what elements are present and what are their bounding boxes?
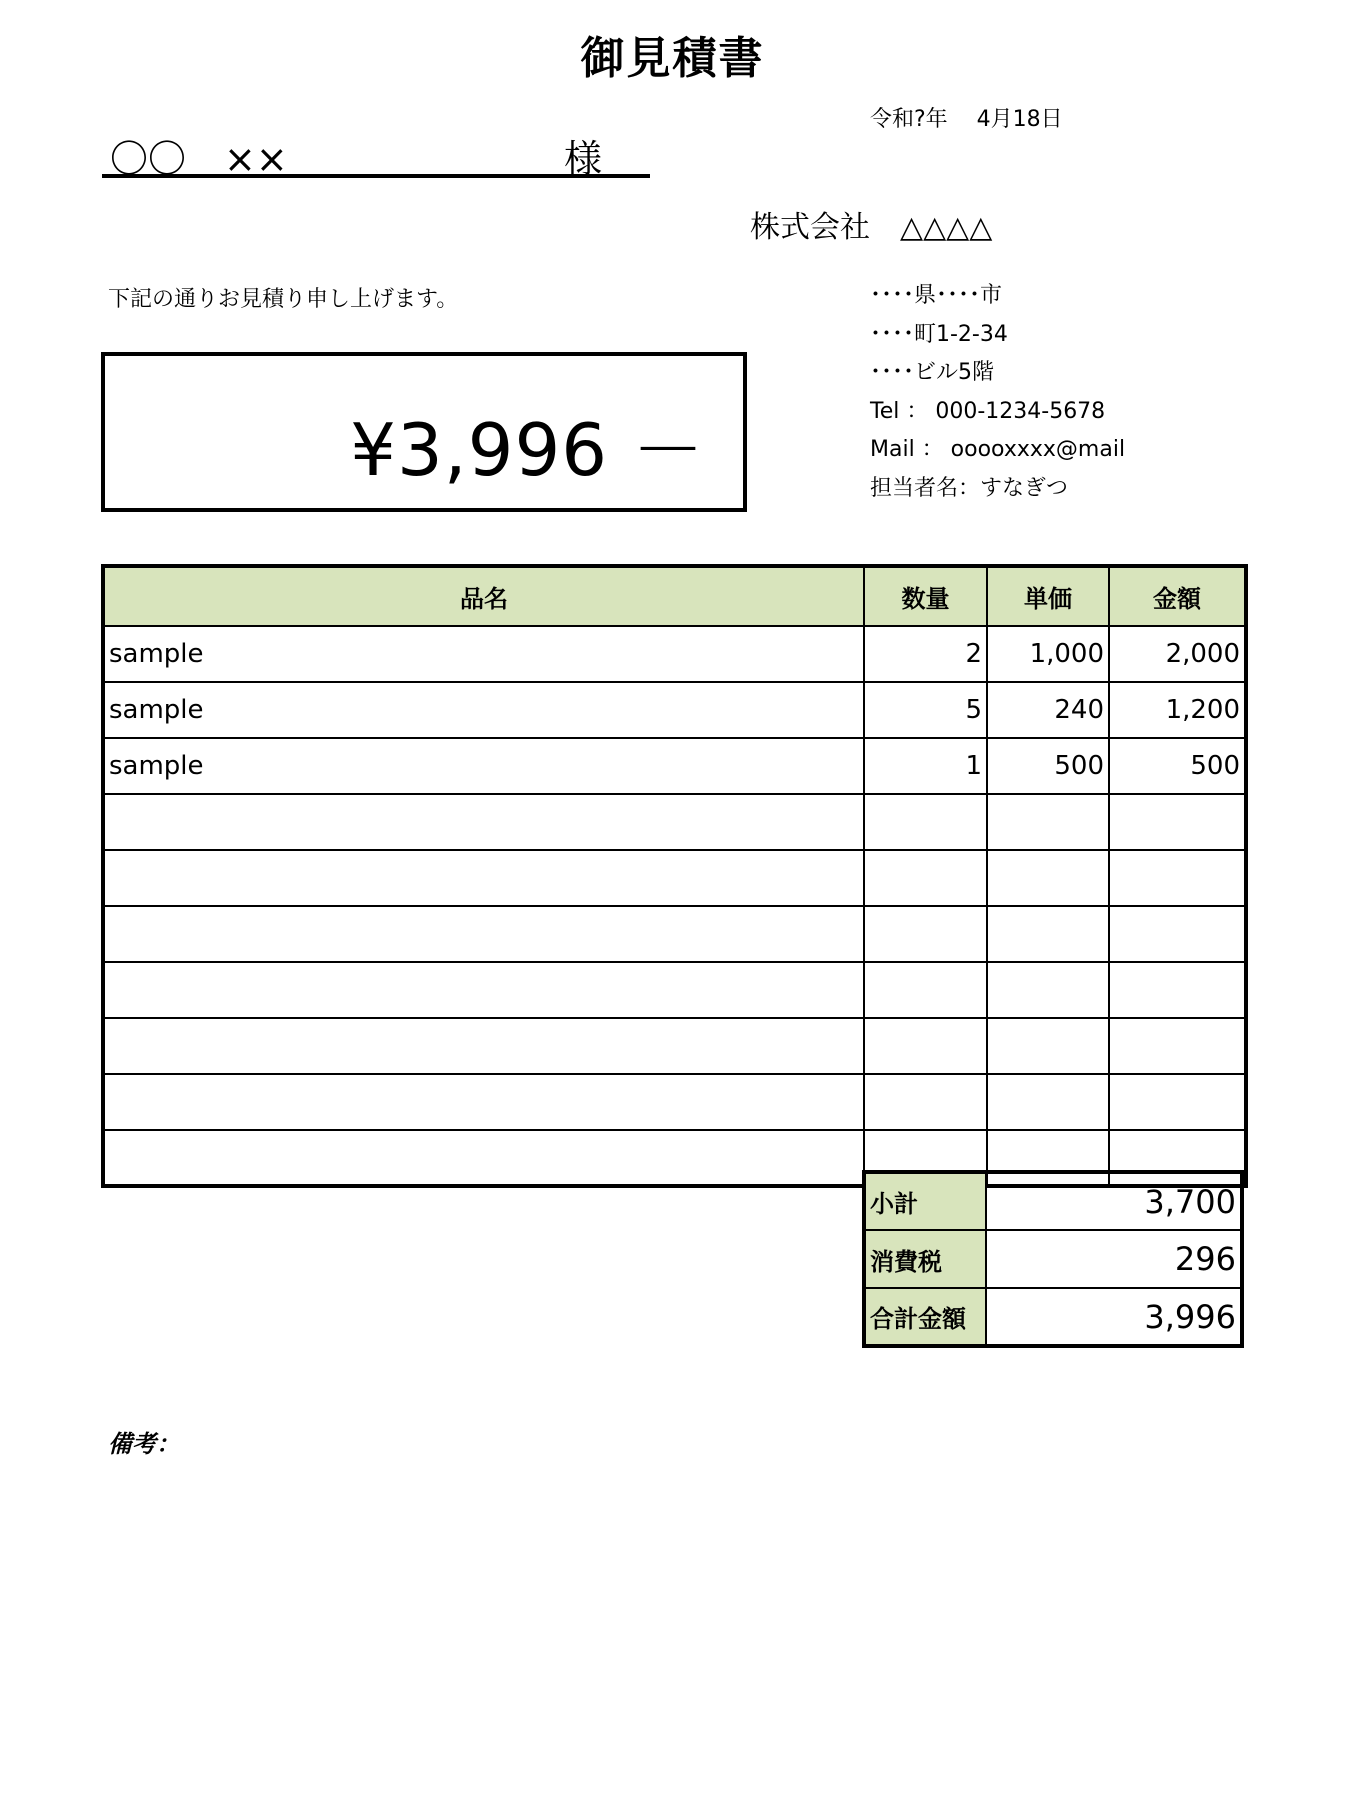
item-amount: 2,000: [1109, 626, 1246, 682]
item-unit-price: 1,000: [987, 626, 1109, 682]
intro-text: 下記の通りお見積り申し上げます。: [108, 287, 459, 312]
item-qty: 2: [864, 626, 987, 682]
empty-table-row: [103, 794, 1246, 850]
empty-cell: [1109, 1018, 1246, 1074]
total-amount-box: [101, 352, 747, 512]
empty-cell: [103, 906, 864, 962]
empty-cell: [1109, 962, 1246, 1018]
empty-cell: [864, 1074, 987, 1130]
tax-label: 消費税: [864, 1230, 986, 1288]
grand-total-value: 3,996: [986, 1288, 1242, 1346]
header-unit-price: 単価: [987, 566, 1109, 626]
grand-total-row: [864, 1288, 1242, 1346]
table-row: [103, 682, 1246, 738]
customer-name: 〇〇 ××: [110, 137, 288, 181]
address-line-3: ････ビル5階: [870, 360, 994, 386]
item-name: sample: [103, 682, 864, 738]
empty-cell: [864, 850, 987, 906]
empty-cell: [987, 1074, 1109, 1130]
tax-value: 296: [986, 1230, 1242, 1288]
empty-table-row: [103, 962, 1246, 1018]
tax-row: [864, 1230, 1242, 1288]
empty-cell: [103, 794, 864, 850]
empty-cell: [1109, 1074, 1246, 1130]
empty-table-row: [103, 1074, 1246, 1130]
empty-table-row: [103, 850, 1246, 906]
header-qty: 数量: [864, 566, 987, 626]
phone-number: Tel ： 000-1234-5678: [870, 398, 1106, 424]
address-line-1: ････県････市: [870, 283, 1003, 308]
empty-cell: [1109, 850, 1246, 906]
document-title: 御見積書: [580, 33, 765, 84]
remarks-label: 備考：: [108, 1430, 180, 1458]
issue-date: 令和?年 4月18日: [870, 107, 1063, 132]
header-amount: 金額: [1109, 566, 1246, 626]
item-unit-price: 500: [987, 738, 1109, 794]
empty-cell: [864, 906, 987, 962]
grand-total-label: 合計金額: [864, 1288, 986, 1346]
customer-field: [102, 124, 650, 181]
subtotal-value: 3,700: [986, 1172, 1242, 1230]
empty-cell: [1109, 906, 1246, 962]
empty-cell: [987, 794, 1109, 850]
empty-cell: [987, 962, 1109, 1018]
items-table: [101, 564, 1248, 1188]
empty-cell: [987, 1018, 1109, 1074]
email-address: Mail ： ooooxxxx@mail: [870, 437, 1126, 463]
totals-table: [862, 1170, 1244, 1348]
empty-cell: [103, 1130, 864, 1186]
empty-cell: [103, 1074, 864, 1130]
item-qty: 5: [864, 682, 987, 738]
table-row: [103, 626, 1246, 682]
contact-block: [870, 280, 1190, 512]
item-unit-price: 240: [987, 682, 1109, 738]
empty-cell: [864, 962, 987, 1018]
item-amount: 1,200: [1109, 682, 1246, 738]
empty-cell: [103, 850, 864, 906]
customer-honorific: 様: [564, 137, 603, 181]
item-name: sample: [103, 738, 864, 794]
empty-cell: [987, 906, 1109, 962]
item-qty: 1: [864, 738, 987, 794]
empty-cell: [103, 962, 864, 1018]
empty-table-row: [103, 906, 1246, 962]
empty-cell: [864, 1018, 987, 1074]
item-name: sample: [103, 626, 864, 682]
header-item: 品名: [103, 566, 864, 626]
table-header-row: [103, 566, 1246, 626]
empty-cell: [1109, 794, 1246, 850]
empty-cell: [864, 794, 987, 850]
subtotal-row: [864, 1172, 1242, 1230]
subtotal-label: 小計: [864, 1172, 986, 1230]
empty-table-row: [103, 1018, 1246, 1074]
company-name: 株式会社 △△△△: [750, 210, 993, 245]
empty-cell: [987, 850, 1109, 906]
table-row: [103, 738, 1246, 794]
address-line-2: ････町1-2-34: [870, 321, 1008, 347]
item-amount: 500: [1109, 738, 1246, 794]
total-amount: ¥3,996 －: [350, 408, 705, 492]
contact-person: 担当者名：すなぎつ: [870, 475, 1069, 501]
empty-cell: [103, 1018, 864, 1074]
